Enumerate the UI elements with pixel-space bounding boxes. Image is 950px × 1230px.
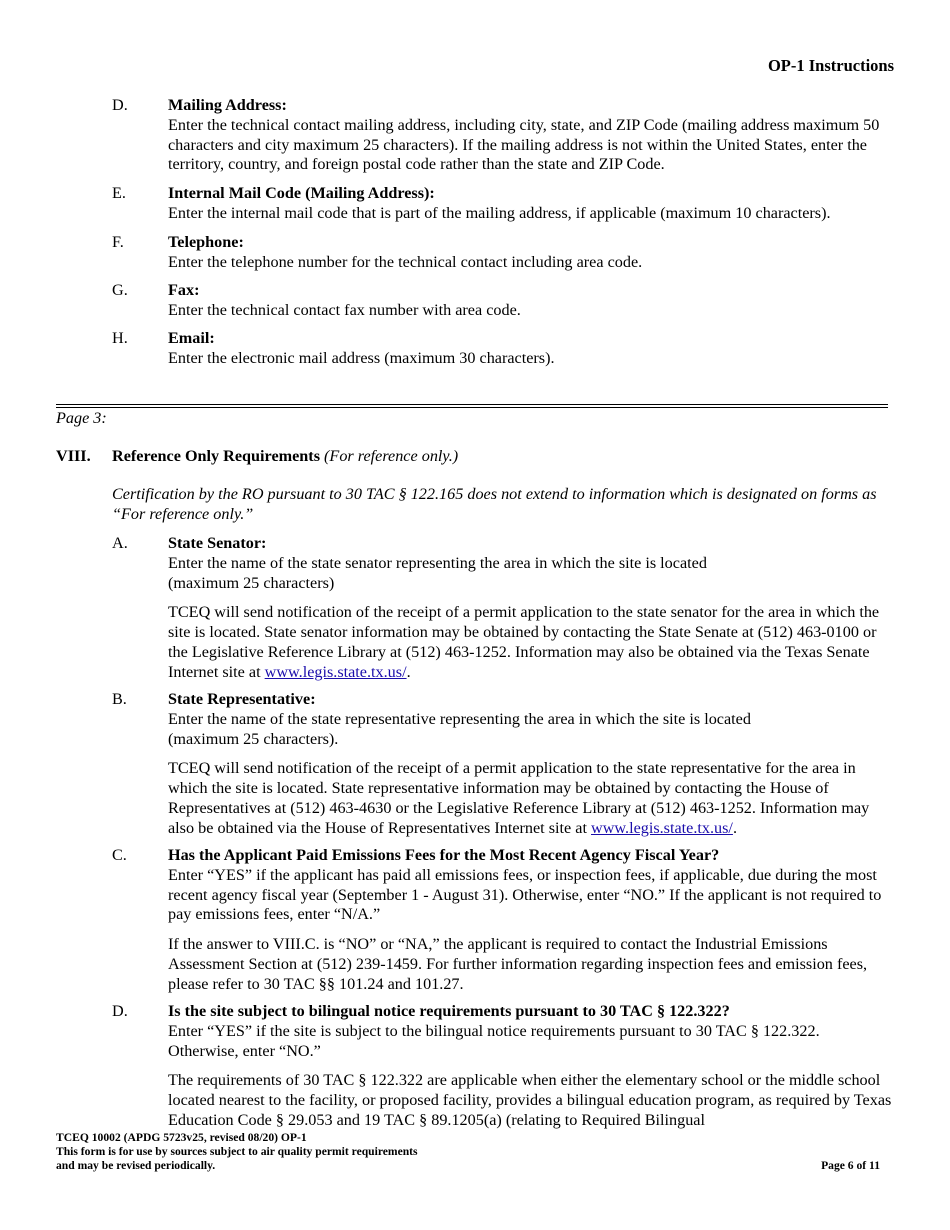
page-header-title: OP-1 Instructions — [767, 56, 894, 75]
item-text: (maximum 25 characters) — [168, 573, 335, 592]
footer-form-info — [56, 1131, 418, 1173]
item-letter: B. — [112, 690, 127, 708]
item-letter: G. — [112, 281, 128, 299]
item-letter: F. — [112, 233, 124, 251]
item-title: Fax: — [168, 281, 200, 299]
item-text: Enter the telephone number for the technical contact including area code. — [168, 252, 643, 271]
contact-item-telephone — [112, 233, 898, 273]
item-bilingual-notice — [112, 1002, 898, 1131]
contact-item-internal-mail-code — [112, 184, 898, 224]
item-paragraph: The requirements of 30 TAC § 122.322 are applicable when either the elementary school or the middle school located nearest to the facility, or proposed facility, provides a bilingual education program, as required by Texas Education Code § 29.053 and 19 TAC § 89.1205(a) (relating to Required Bilingual — [168, 1071, 892, 1129]
item-title: Internal Mail Code (Mailing Address): — [168, 184, 435, 202]
contact-item-fax — [112, 281, 898, 321]
item-paragraph: TCEQ will send notification of the receipt of a permit application to the state representative for the area in which the site is located. State representative information may be obtained by contacting the House of Representatives at (512) 463-4630 or the Legislative Reference Library at (512) 463-1252. Information may also be obtained via the House of Representatives Internet site at www.legis.state.tx.us/. — [168, 759, 870, 837]
item-text: Enter “YES” if the site is subject to the bilingual notice requirements pursuant to 30 TAC § 122.322. — [168, 1021, 820, 1040]
contact-item-mailing-address — [112, 96, 898, 175]
item-title: State Representative: — [168, 690, 316, 708]
contact-item-email — [112, 329, 898, 369]
item-title: Has the Applicant Paid Emissions Fees for the Most Recent Agency Fiscal Year? — [168, 846, 720, 864]
footer-line: This form is for use by sources subject to air quality permit requirements — [56, 1145, 418, 1158]
page-number: Page 6 of 11 — [821, 1159, 880, 1172]
item-text: Enter the name of the state representative representing the area in which the site is located — [168, 709, 751, 728]
footer-line: and may be revised periodically. — [56, 1159, 216, 1172]
item-text: Enter the technical contact fax number with area code. — [168, 300, 521, 319]
certification-note: Certification by the RO pursuant to 30 TAC § 122.165 does not extend to information which is designated on forms as “For reference only.” — [112, 485, 877, 523]
page-label: Page 3: — [56, 409, 107, 427]
item-title: Is the site subject to bilingual notice requirements pursuant to 30 TAC § 122.322? — [168, 1002, 730, 1020]
item-state-representative — [112, 690, 898, 839]
item-text: Enter the electronic mail address (maximum 30 characters). — [168, 348, 555, 367]
footer-line: TCEQ 10002 (APDG 5723v25, revised 08/20) OP-1 — [56, 1131, 307, 1144]
section-title: Reference Only Requirements — [112, 447, 320, 465]
item-title: Email: — [168, 329, 215, 347]
item-letter: C. — [112, 846, 127, 864]
item-letter: D. — [112, 96, 128, 114]
item-letter: A. — [112, 534, 128, 552]
section-number: VIII. — [56, 447, 91, 465]
item-text: Enter “YES” if the applicant has paid all emissions fees, or inspection fees, if applicable, due during the most recent agency fiscal year (September 1 - August 31). Otherwise, enter “NO.” If the applicant is not required to pay emissions fees, enter “N/A.” — [168, 865, 882, 924]
divider-line — [56, 404, 888, 405]
house-site-link[interactable]: www.legis.state.tx.us/ — [591, 818, 733, 837]
item-text: Otherwise, enter “NO.” — [168, 1041, 321, 1060]
item-letter: H. — [112, 329, 128, 347]
item-paragraph: If the answer to VIII.C. is “NO” or “NA,” the applicant is required to contact the Industrial Emissions Assessment Section at (512) 239-1459. For further information regarding inspection fees and emission fees, please refer to 30 TAC §§ 101.24 and 101.27. — [168, 935, 868, 993]
item-state-senator — [112, 534, 898, 683]
item-title: Mailing Address: — [168, 96, 287, 114]
item-text: Enter the internal mail code that is part of the mailing address, if applicable (maximum 10 characters). — [168, 203, 831, 222]
item-text: Enter the technical contact mailing address, including city, state, and ZIP Code (mailing address maximum 50 characters and city maximum 25 characters). If the mailing address is not within the United States, enter the territory, country, and foreign postal code rather than the state and ZIP Code. — [168, 115, 880, 174]
senate-site-link[interactable]: www.legis.state.tx.us/ — [264, 662, 407, 681]
item-emissions-fees — [112, 846, 898, 995]
divider-line — [56, 407, 888, 408]
item-letter: D. — [112, 1002, 128, 1020]
item-text: (maximum 25 characters). — [168, 729, 339, 748]
item-paragraph: TCEQ will send notification of the receipt of a permit application to the state senator for the area in which the site is located. State senator information may be obtained by contacting the State Senate at (512) 463-0100 or the Legislative Reference Library at (512) 463-1252. Information may also be obtained via the Texas Senate Internet site at www.legis.state.tx.us/. — [168, 603, 880, 681]
item-text: Enter the name of the state senator representing the area in which the site is located — [168, 553, 707, 572]
item-title: State Senator: — [168, 534, 267, 552]
item-title: Telephone: — [168, 233, 244, 251]
item-letter: E. — [112, 184, 126, 202]
section-note: (For reference only.) — [324, 447, 459, 465]
